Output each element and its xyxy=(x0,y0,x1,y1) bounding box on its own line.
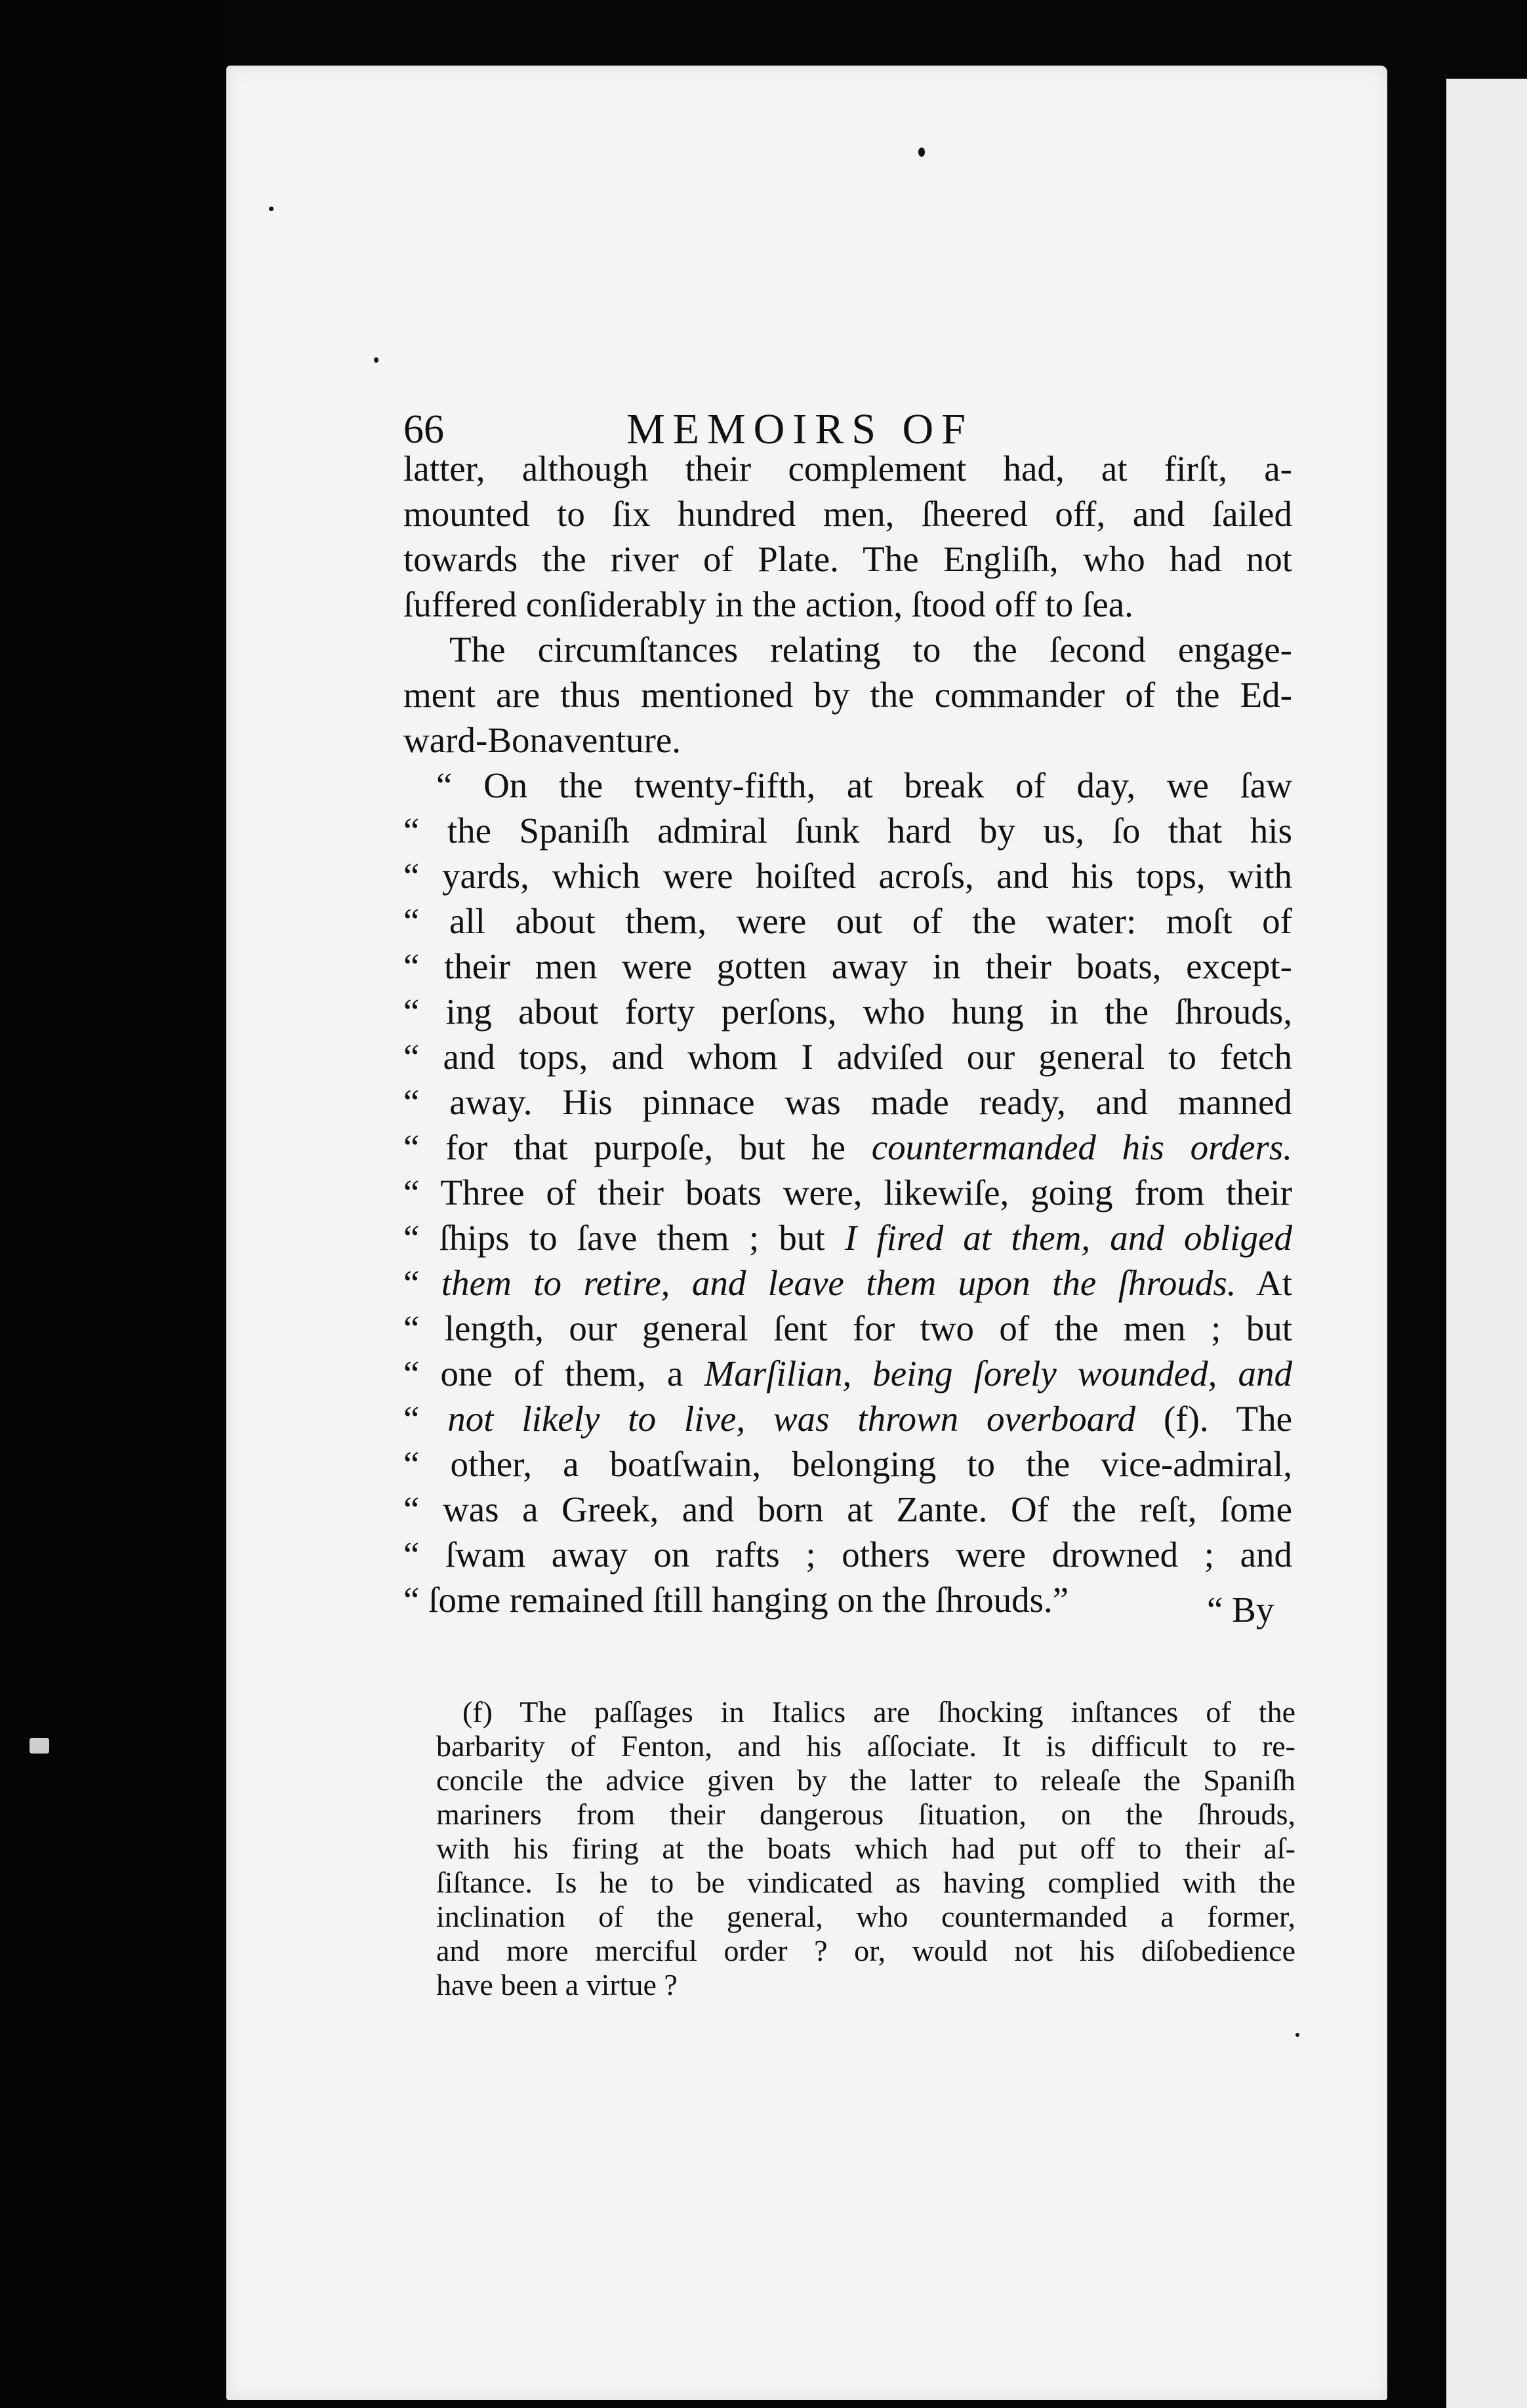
text-line: ſuffered conſiderably in the action, ſtood off to ſea. xyxy=(403,584,1133,624)
quote-line: “ all about them, were out of the water: moſt of xyxy=(403,901,1292,941)
quote-text: “ ſhips to ſave them ; but xyxy=(403,1218,845,1258)
quote-line xyxy=(403,1351,1292,1396)
quote-line: “ length, our general ſent for two of the men ; but xyxy=(403,1308,1292,1348)
footnote-line: have been a virtue ? xyxy=(436,1968,678,2001)
quote-text: “ xyxy=(403,1263,441,1303)
quote-line: “ the Spaniſh admiral ſunk hard by us, ſo that his xyxy=(403,811,1292,851)
text-line: ward-Bonaventure. xyxy=(403,720,682,760)
running-title: MEMOIRS OF xyxy=(626,405,973,453)
footnote-line: barbarity of Fenton, and his aſſociate. It is difficult to re- xyxy=(436,1729,1295,1763)
footnote-line: concile the advice given by the latter to releaſe the Spaniſh xyxy=(436,1763,1295,1797)
block-quote xyxy=(403,763,1292,1622)
quote-line xyxy=(403,1215,1292,1260)
text-line: mounted to ſix hundred men, ſheered off, and ſailed xyxy=(403,494,1292,534)
quote-line: “ and tops, and whom I adviſed our general to fetch xyxy=(403,1037,1292,1077)
scan-left-margin xyxy=(0,0,223,2408)
quote-line: “ yards, which were hoiſted acroſs, and his tops, with xyxy=(403,856,1292,896)
quote-text: “ one of them, a xyxy=(403,1354,704,1394)
footnote-line: ſiſtance. Is he to be vindicated as having complied with the xyxy=(436,1866,1295,1899)
footnote-line: with his firing at the boats which had put off to their aſ- xyxy=(436,1832,1295,1865)
italic-text: countermanded his orders. xyxy=(871,1127,1292,1167)
quote-line: “ ſwam away on rafts ; others were drowned ; and xyxy=(403,1535,1292,1575)
scan-speck xyxy=(918,148,925,157)
main-text xyxy=(403,446,1292,1622)
quote-text: “ for that purpoſe, but he xyxy=(403,1127,872,1167)
scan-speck xyxy=(374,357,378,363)
footnote-line: inclination of the general, who countermanded a former, xyxy=(436,1900,1295,1933)
quote-line xyxy=(403,1260,1292,1306)
quote-line: “ On the twenty-fifth, at break of day, we ſaw xyxy=(436,765,1292,805)
quote-line: “ away. His pinnace was made ready, and manned xyxy=(403,1082,1292,1122)
italic-text: Marſilian, being ſorely wounded, and xyxy=(704,1354,1292,1394)
quote-text: “ xyxy=(403,1399,448,1439)
italic-text: them to retire, and leave them upon the ſhrouds. xyxy=(441,1263,1236,1303)
catchword: “ By xyxy=(1207,1590,1274,1630)
quote-text: At xyxy=(1236,1263,1292,1303)
text-line: ment are thus mentioned by the commander of the Ed- xyxy=(403,675,1292,715)
quote-line: “ Three of their boats were, likewiſe, going from their xyxy=(403,1173,1292,1213)
paragraph xyxy=(403,627,1292,763)
quote-line xyxy=(403,1125,1292,1170)
footnote-line: (f) The paſſages in Italics are ſhocking inſtances of the xyxy=(462,1695,1295,1729)
italic-text: I fired at them, and obliged xyxy=(844,1218,1292,1258)
italic-text: not likely to live, was thrown overboard xyxy=(447,1399,1136,1439)
quote-line: “ ing about forty perſons, who hung in the ſhrouds, xyxy=(403,992,1292,1032)
adjacent-page-edge xyxy=(1446,79,1527,2408)
text-line: towards the river of Plate. The Engliſh, who had not xyxy=(403,539,1292,579)
quote-text: (f). The xyxy=(1135,1399,1292,1439)
scan-speck xyxy=(269,207,274,211)
text-line: latter, although their complement had, at firſt, a- xyxy=(403,449,1292,489)
footnote-line: mariners from their dangerous ſituation, on the ſhrouds, xyxy=(436,1797,1295,1831)
scan-speck xyxy=(1295,2033,1299,2037)
quote-line: “ was a Greek, and born at Zante. Of the reſt, ſome xyxy=(403,1489,1292,1529)
footnote-line: and more merciful order ? or, would not his diſobedience xyxy=(436,1934,1295,1967)
quote-line xyxy=(403,1396,1292,1441)
quote-line: “ their men were gotten away in their boats, except- xyxy=(403,946,1292,986)
text-line: The circumſtances relating to the ſecond engage- xyxy=(449,630,1292,670)
quote-line: “ other, a boatſwain, belonging to the vice-admiral, xyxy=(403,1444,1292,1484)
scan-speck xyxy=(30,1738,49,1754)
quote-line: “ ſome remained ſtill hanging on the ſhrouds.” xyxy=(403,1580,1069,1620)
paragraph xyxy=(403,446,1292,627)
footnote xyxy=(436,1695,1295,2002)
page-number: 66 xyxy=(403,407,444,452)
